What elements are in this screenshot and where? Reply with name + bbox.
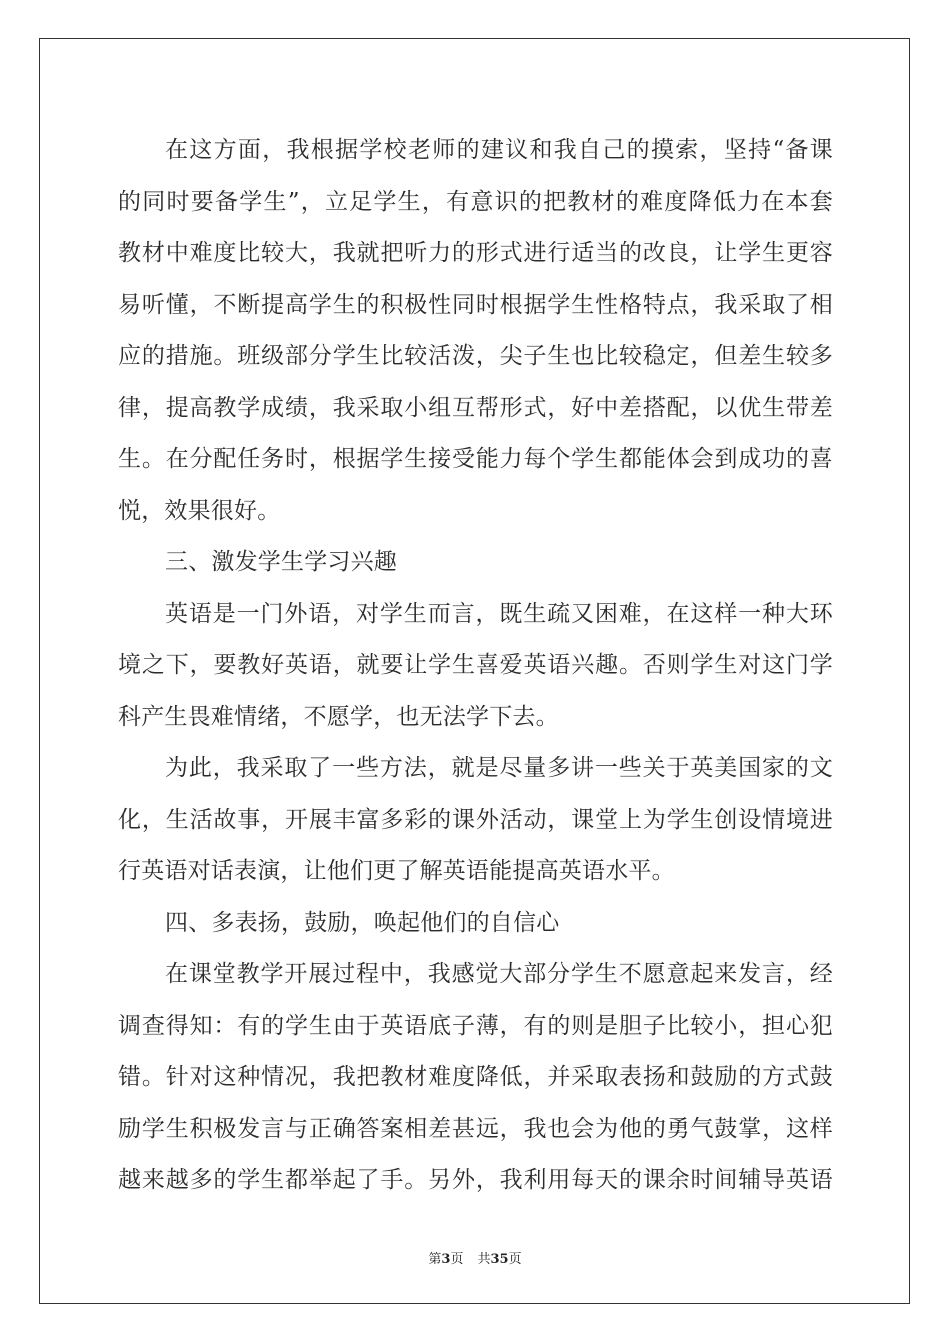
- text-line: 英语是一门外语，对学生而言，既生疏又困难，在这样一种大环: [165, 600, 833, 627]
- section-heading: 三、激发学生学习兴趣: [165, 549, 397, 575]
- page-prefix: 第: [428, 1252, 442, 1267]
- text-line: 悦，效果很好。: [118, 497, 281, 524]
- text-line: 行英语对话表演，让他们更了解英语能提高英语水平。: [118, 858, 675, 884]
- page-footer: [0, 1248, 950, 1267]
- section-heading: 四、多表扬，鼓励，唤起他们的自信心: [165, 909, 560, 936]
- text-line: 律，提高教学成绩，我采取小组互帮形式，好中差搭配，以优生带差: [118, 394, 833, 421]
- document-body: [118, 128, 833, 1210]
- text-line: 应的措施。班级部分学生比较活泼，尖子生也比较稳定，但差生较多: [118, 343, 833, 369]
- text-line: 在这方面，我根据学校老师的建议和我自己的摸索，坚持“备课: [165, 137, 833, 163]
- total-suffix: 页: [508, 1252, 522, 1267]
- text-line: 调查得知：有的学生由于英语底子薄，有的则是胆子比较小，担心犯: [118, 1012, 833, 1039]
- text-line: 化，生活故事，开展丰富多彩的课外活动，课堂上为学生创设情境进: [118, 806, 833, 833]
- text-line: 教材中难度比较大，我就把听力的形式进行适当的改良，让学生更容: [118, 240, 833, 266]
- text-line: 科产生畏难情绪，不愿学，也无法学下去。: [118, 703, 559, 730]
- text-line: 励学生积极发言与正确答案相差甚远，我也会为他的勇气鼓掌，这样: [118, 1115, 833, 1142]
- text-line: 错。针对这种情况，我把教材难度降低，并采取表扬和鼓励的方式鼓: [118, 1064, 833, 1090]
- total-prefix: 共: [477, 1252, 491, 1267]
- total-page-count: 35: [490, 1252, 509, 1267]
- text-line: 在课堂教学开展过程中，我感觉大部分学生不愿意起来发言，经: [165, 961, 833, 987]
- text-line: 生。在分配任务时，根据学生接受能力每个学生都能体会到成功的喜: [118, 446, 833, 472]
- text-line: 越来越多的学生都举起了手。另外，我利用每天的课余时间辅导英语: [118, 1167, 833, 1193]
- text-line: 境之下，要教好英语，就要让学生喜爱英语兴趣。否则学生对这门学: [118, 652, 833, 678]
- page-suffix: 页: [450, 1252, 464, 1267]
- text-line: 为此，我采取了一些方法，就是尽量多讲一些关于英美国家的文: [165, 755, 833, 781]
- text-line: 易听懂，不断提高学生的积极性同时根据学生性格特点，我采取了相: [118, 291, 833, 318]
- current-page-number: 3: [441, 1252, 451, 1267]
- text-line: 的同时要备学生”，立足学生，有意识的把教材的难度降低力在本套: [118, 188, 833, 215]
